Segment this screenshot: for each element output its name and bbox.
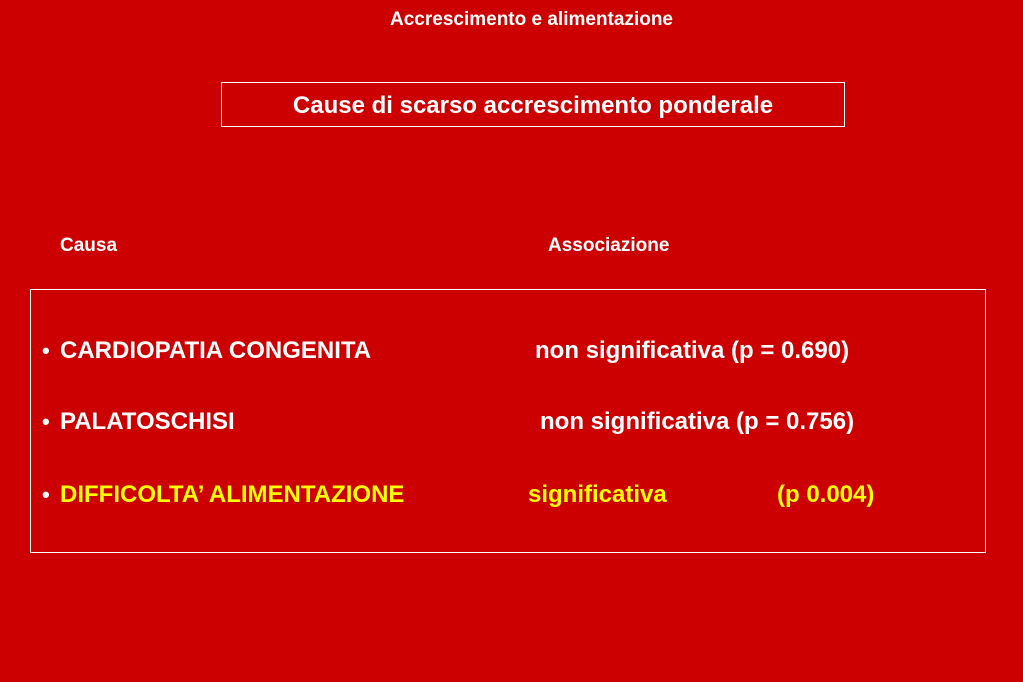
- results-table: [30, 289, 986, 553]
- cause-label: PALATOSCHISI: [60, 408, 235, 435]
- p-value: (p 0.004): [777, 481, 875, 508]
- table-row: [31, 480, 985, 510]
- column-header-association: Associazione: [548, 235, 670, 256]
- slide-title: Cause di scarso accrescimento ponderale: [221, 82, 845, 127]
- bullet-icon: •: [42, 409, 50, 434]
- table-row: [31, 407, 985, 437]
- table-row: [31, 336, 985, 366]
- association-value: non significativa (p = 0.756): [540, 408, 855, 435]
- cause-label: DIFFICOLTA’ ALIMENTAZIONE: [60, 481, 405, 508]
- bullet-icon: •: [42, 338, 50, 363]
- cause-label: CARDIOPATIA CONGENITA: [60, 337, 372, 364]
- association-value: significativa: [528, 481, 667, 508]
- slide-header: Accrescimento e alimentazione: [390, 9, 673, 30]
- column-header-cause: Causa: [60, 235, 118, 256]
- association-value: non significativa (p = 0.690): [535, 337, 850, 364]
- bullet-icon: •: [42, 482, 50, 507]
